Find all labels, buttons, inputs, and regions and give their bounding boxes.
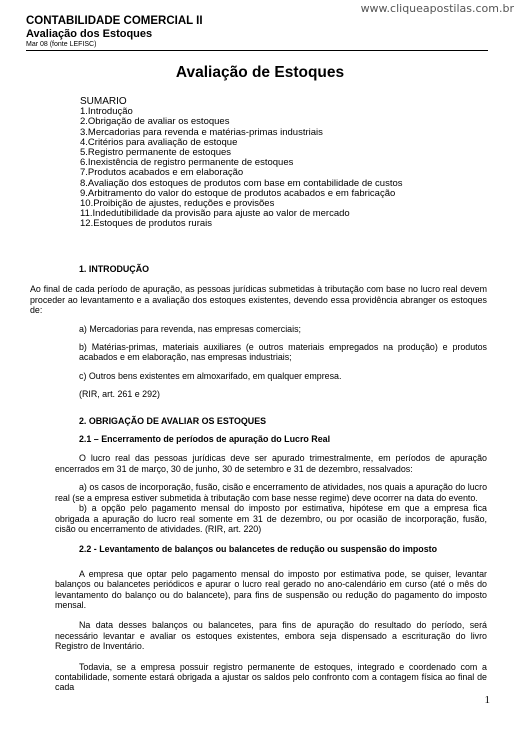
summary-item: 9.Arbitramento do valor do estoque de produtos acabados e em fabricação: [80, 187, 396, 199]
summary-heading: SUMARIO: [80, 96, 127, 107]
paragraph: Ao final de cada período de apuração, as pessoas jurídicas submetidas à tributação com base no lucro real devem proceder ao levantamento e a avaliação dos estoques existentes, devendo essa providência abranger os estoques de:: [30, 284, 487, 316]
section-heading-introducao: 1. INTRODUÇÃO: [79, 264, 150, 274]
section-heading-obrigacao: 2. OBRIGAÇÃO DE AVALIAR OS ESTOQUES: [79, 415, 267, 426]
website-url: www.cliqueapostilas.com.br: [360, 2, 514, 15]
summary-section: [80, 97, 403, 230]
paragraph: (RIR, art. 261 e 292): [79, 389, 160, 400]
paragraph: b) a opção pelo pagamento mensal do imposto por estimativa, hipótese em que a empresa fica obrigada a apuração do lucro real somente em 31 de dezembro, ou por ocasião de incorporação, fusão, cisão ou encerramento de atividades. (RIR, art. 220): [55, 503, 487, 534]
document-body: [30, 264, 487, 693]
summary-item: 12.Estoques de produtos rurais: [80, 218, 213, 230]
paragraph: b) Matérias-primas, materiais auxiliares (e outros materiais empregados na produção) e produtos acabados e em elaboração, nas empresas industriais;: [79, 342, 487, 363]
summary-item: 10.Proibição de ajustes, reduções e provisões: [80, 198, 275, 210]
summary-item: 6.Inexistência de registro permanente de estoques: [80, 157, 294, 169]
summary-item: 5.Registro permanente de estoques: [80, 147, 232, 159]
summary-item: 1.Introdução: [80, 106, 133, 118]
paragraph: Todavia, se a empresa possuir registro permanente de estoques, integrado e coordenado com a contabilidade, somente estará obrigada a ajustar os saldos pelo confronto com a contagem física ao final de cada: [55, 661, 487, 693]
subsection-heading: 2.2 - Levantamento de balanços ou balancetes de redução ou suspensão do imposto: [79, 544, 438, 555]
topic-title: Avaliação dos Estoques: [26, 28, 153, 40]
source-note: Mar 08 (fonte LEFISC): [26, 41, 97, 48]
summary-item: 11.Indedutibilidade da provisão para ajuste ao valor de mercado: [80, 208, 350, 220]
document-title: Avaliação de Estoques: [175, 64, 345, 81]
document-header: [26, 15, 488, 51]
paragraph: a) Mercadorias para revenda, nas empresas comerciais;: [79, 323, 301, 334]
summary-item: 3.Mercadorias para revenda e matérias-primas industriais: [80, 126, 323, 138]
paragraph: c) Outros bens existentes em almoxarifado, em qualquer empresa.: [79, 370, 342, 381]
paragraph: Na data desses balanços ou balancetes, para fins de apuração do resultado do período, será necessário levantar e avaliar os estoques existentes, embora seja dispensado a escrituração do livro Registro de Inventário.: [55, 620, 487, 652]
summary-item: 2.Obrigação de avaliar os estoques: [80, 116, 230, 128]
summary-list: [80, 107, 403, 229]
summary-item: 8.Avaliação dos estoques de produtos com base em contabilidade de custos: [80, 177, 403, 189]
subsection-heading: 2.1 – Encerramento de períodos de apuração do Lucro Real: [79, 434, 331, 445]
paragraph: O lucro real das pessoas jurídicas deve ser apurado trimestralmente, em períodos de apuração encerrados em 31 de março, 30 de junho, 30 de setembro e 31 de dezembro, ressalvados:: [55, 453, 487, 474]
paragraph: A empresa que optar pelo pagamento mensal do imposto por estimativa pode, se quiser, levantar balanços ou balancetes periódicos e apurar o lucro real gerado no ano-calendário em curso (até o mês do levantamento do balanço ou do balancete), para fins de suspensão ou redução do pagamento do imposto mensal.: [55, 568, 487, 610]
summary-item: 7.Produtos acabados e em elaboração: [80, 167, 244, 179]
course-title: CONTABILIDADE COMERCIAL II: [26, 15, 203, 27]
summary-item: 4.Critérios para avaliação de estoque: [80, 136, 238, 148]
page-number: 1: [484, 694, 490, 706]
paragraph: a) os casos de incorporação, fusão, cisão e encerramento de atividades, nos quais a apuração do lucro real (se a empresa estiver submetida à tributação com base nesse regime) deve ocorrer na data do evento.: [55, 482, 487, 503]
